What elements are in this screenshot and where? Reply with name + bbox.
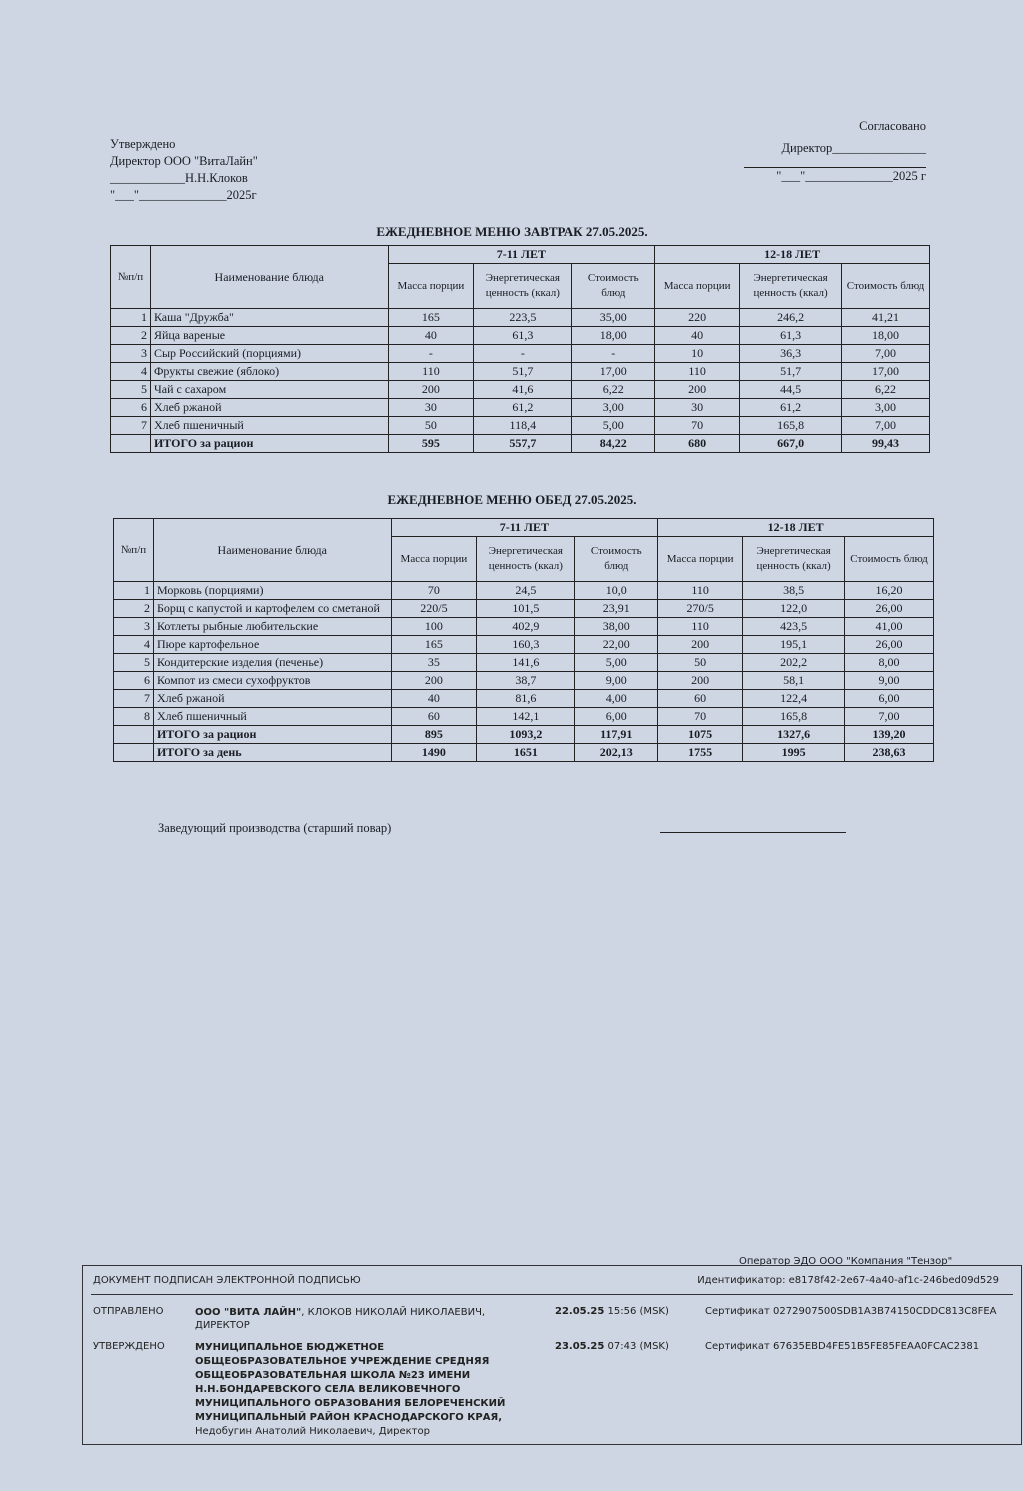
approved-date: 23.05.25 bbox=[555, 1341, 605, 1352]
cost: 9,00 bbox=[845, 672, 934, 690]
energy: 24,5 bbox=[477, 582, 575, 600]
mass: 595 bbox=[388, 435, 474, 453]
mass: 200 bbox=[658, 672, 743, 690]
mass: 70 bbox=[658, 708, 743, 726]
col-dish-name: Наименование блюда bbox=[150, 246, 388, 309]
mass: 200 bbox=[655, 381, 740, 399]
row-number: 6 bbox=[111, 399, 151, 417]
table-row bbox=[114, 672, 934, 690]
row-number: 7 bbox=[111, 417, 151, 435]
mass: 110 bbox=[658, 582, 743, 600]
mass: - bbox=[388, 345, 474, 363]
energy: 667,0 bbox=[740, 435, 842, 453]
energy: 81,6 bbox=[477, 690, 575, 708]
cost: 22,00 bbox=[575, 636, 658, 654]
sent-org: ООО "ВИТА ЛАЙН" bbox=[195, 1307, 302, 1318]
lunch-table bbox=[113, 518, 934, 762]
energy: 51,7 bbox=[474, 363, 572, 381]
sent-person: , КЛОКОВ НИКОЛАЙ НИКОЛАЕВИЧ, ДИРЕКТОР bbox=[195, 1307, 486, 1331]
col-energy: Энергетическая ценность (ккал) bbox=[474, 264, 572, 309]
age-group-7-11: 7-11 ЛЕТ bbox=[391, 519, 658, 537]
header-row bbox=[114, 519, 934, 537]
header-row bbox=[111, 246, 930, 264]
energy: 246,2 bbox=[740, 309, 842, 327]
table-row bbox=[111, 381, 930, 399]
table-row bbox=[111, 399, 930, 417]
mass: 680 bbox=[655, 435, 740, 453]
row-number: 5 bbox=[111, 381, 151, 399]
energy: - bbox=[474, 345, 572, 363]
row-number: 6 bbox=[114, 672, 154, 690]
dish-name: Борщ с капустой и картофелем со сметаной bbox=[153, 600, 391, 618]
mass: 270/5 bbox=[658, 600, 743, 618]
table-row bbox=[114, 582, 934, 600]
dish-name: Хлеб ржаной bbox=[153, 690, 391, 708]
row-number: 2 bbox=[111, 327, 151, 345]
row-number: 1 bbox=[114, 582, 154, 600]
energy: 1327,6 bbox=[743, 726, 845, 744]
cost: 23,91 bbox=[575, 600, 658, 618]
energy: 61,2 bbox=[474, 399, 572, 417]
cost: 5,00 bbox=[572, 417, 655, 435]
cost: 38,00 bbox=[575, 618, 658, 636]
cost: 6,22 bbox=[572, 381, 655, 399]
mass: 200 bbox=[658, 636, 743, 654]
approver-title: Директор ООО "ВитаЛайн" bbox=[110, 154, 258, 168]
document-identifier: Идентификатор: e8178f42-2e67-4a40-af1c-246bed09d529 bbox=[697, 1275, 999, 1286]
dish-name: ИТОГО за рацион bbox=[153, 726, 391, 744]
energy: 58,1 bbox=[743, 672, 845, 690]
dish-name: Хлеб ржаной bbox=[150, 399, 388, 417]
cost: 6,00 bbox=[845, 690, 934, 708]
sent-certificate: Сертификат 0272907500SDB1A3B74150CDDC813C8FEA bbox=[705, 1306, 997, 1317]
approved-label: Утверждено bbox=[110, 137, 176, 151]
age-group-7-11: 7-11 ЛЕТ bbox=[388, 246, 655, 264]
table-row bbox=[114, 636, 934, 654]
cost: 8,00 bbox=[845, 654, 934, 672]
dish-name: Каша "Дружба" bbox=[150, 309, 388, 327]
mass: 40 bbox=[388, 327, 474, 345]
sent-label: ОТПРАВЛЕНО bbox=[93, 1306, 164, 1317]
agreement-block bbox=[744, 118, 926, 185]
cost: 139,20 bbox=[845, 726, 934, 744]
approved-certificate: Сертификат 67635EBD4FE51B5FE85FEAA0FCAC2381 bbox=[705, 1341, 980, 1352]
cost: 18,00 bbox=[572, 327, 655, 345]
row-number: 4 bbox=[114, 636, 154, 654]
mass: 50 bbox=[658, 654, 743, 672]
cost: 84,22 bbox=[572, 435, 655, 453]
dish-name: Кондитерские изделия (печенье) bbox=[153, 654, 391, 672]
cost: 7,00 bbox=[845, 708, 934, 726]
row-number: 8 bbox=[114, 708, 154, 726]
row-number: 2 bbox=[114, 600, 154, 618]
row-number bbox=[111, 435, 151, 453]
table-row bbox=[114, 618, 934, 636]
energy: 223,5 bbox=[474, 309, 572, 327]
cost: 202,13 bbox=[575, 744, 658, 762]
dish-name: Хлеб пшеничный bbox=[153, 708, 391, 726]
cost: 238,63 bbox=[845, 744, 934, 762]
mass: 50 bbox=[388, 417, 474, 435]
cost: 41,21 bbox=[842, 309, 930, 327]
cost: 3,00 bbox=[842, 399, 930, 417]
energy: 61,3 bbox=[740, 327, 842, 345]
table-row bbox=[111, 309, 930, 327]
cost: 7,00 bbox=[842, 345, 930, 363]
mass: 40 bbox=[391, 690, 477, 708]
sent-date: 22.05.25 bbox=[555, 1306, 605, 1317]
energy: 51,7 bbox=[740, 363, 842, 381]
approved-time: 07:43 (MSK) bbox=[604, 1341, 669, 1352]
dish-name: Хлеб пшеничный bbox=[150, 417, 388, 435]
row-number: 3 bbox=[111, 345, 151, 363]
row-number bbox=[114, 744, 154, 762]
dish-name: Сыр Российский (порциями) bbox=[150, 345, 388, 363]
total-row bbox=[114, 726, 934, 744]
agreement-date: "___"______________2025 г bbox=[776, 169, 926, 183]
col-mass: Масса порции bbox=[391, 537, 477, 582]
mass: 70 bbox=[655, 417, 740, 435]
energy: 1995 bbox=[743, 744, 845, 762]
age-group-12-18: 12-18 ЛЕТ bbox=[655, 246, 930, 264]
mass: 110 bbox=[388, 363, 474, 381]
energy: 118,4 bbox=[474, 417, 572, 435]
approved-stamp-label: УТВЕРЖДЕНО bbox=[93, 1341, 165, 1352]
cost: - bbox=[572, 345, 655, 363]
sent-time: 15:56 (MSK) bbox=[604, 1306, 669, 1317]
dish-name: ИТОГО за рацион bbox=[150, 435, 388, 453]
mass: 60 bbox=[391, 708, 477, 726]
chef-signature-line bbox=[660, 832, 846, 833]
table-row bbox=[111, 363, 930, 381]
mass: 110 bbox=[658, 618, 743, 636]
mass: 70 bbox=[391, 582, 477, 600]
col-mass: Масса порции bbox=[655, 264, 740, 309]
col-dish-name: Наименование блюда bbox=[153, 519, 391, 582]
mass: 35 bbox=[391, 654, 477, 672]
e-signature-stamp bbox=[82, 1265, 1022, 1445]
edo-operator: Оператор ЭДО ООО "Компания "Тензор" bbox=[735, 1256, 956, 1267]
mass: 895 bbox=[391, 726, 477, 744]
table-row bbox=[111, 417, 930, 435]
cost: 26,00 bbox=[845, 636, 934, 654]
mass: 60 bbox=[658, 690, 743, 708]
energy: 61,2 bbox=[740, 399, 842, 417]
row-number bbox=[114, 726, 154, 744]
total-row bbox=[114, 744, 934, 762]
energy: 195,1 bbox=[743, 636, 845, 654]
cost: 17,00 bbox=[842, 363, 930, 381]
row-number: 1 bbox=[111, 309, 151, 327]
cost: 4,00 bbox=[575, 690, 658, 708]
row-number: 4 bbox=[111, 363, 151, 381]
cost: 26,00 bbox=[845, 600, 934, 618]
director-line: Директор_______________ bbox=[781, 141, 926, 155]
energy: 44,5 bbox=[740, 381, 842, 399]
energy: 165,8 bbox=[740, 417, 842, 435]
energy: 1651 bbox=[477, 744, 575, 762]
mass: 100 bbox=[391, 618, 477, 636]
total-row bbox=[111, 435, 930, 453]
table-row bbox=[114, 690, 934, 708]
row-number: 3 bbox=[114, 618, 154, 636]
approval-block bbox=[110, 136, 258, 204]
mass: 1075 bbox=[658, 726, 743, 744]
cost: 9,00 bbox=[575, 672, 658, 690]
mass: 200 bbox=[391, 672, 477, 690]
dish-name: Пюре картофельное bbox=[153, 636, 391, 654]
energy: 557,7 bbox=[474, 435, 572, 453]
energy: 122,0 bbox=[743, 600, 845, 618]
energy: 141,6 bbox=[477, 654, 575, 672]
col-cost: Стоимость блюд bbox=[572, 264, 655, 309]
cost: 41,00 bbox=[845, 618, 934, 636]
energy: 202,2 bbox=[743, 654, 845, 672]
dish-name: ИТОГО за день bbox=[153, 744, 391, 762]
mass: 1490 bbox=[391, 744, 477, 762]
mass: 30 bbox=[388, 399, 474, 417]
table-row bbox=[114, 708, 934, 726]
approval-date: "___"______________2025г bbox=[110, 188, 257, 202]
mass: 30 bbox=[655, 399, 740, 417]
row-number: 5 bbox=[114, 654, 154, 672]
cost: 99,43 bbox=[842, 435, 930, 453]
col-number: №п/п bbox=[111, 246, 151, 309]
cost: 3,00 bbox=[572, 399, 655, 417]
energy: 41,6 bbox=[474, 381, 572, 399]
mass: 1755 bbox=[658, 744, 743, 762]
approved-person: Недобугин Анатолий Николаевич, Директор bbox=[195, 1426, 430, 1437]
mass: 40 bbox=[655, 327, 740, 345]
chef-signature-label: Заведующий производства (старший повар) bbox=[158, 821, 392, 835]
col-cost: Стоимость блюд bbox=[845, 537, 934, 582]
dish-name: Морковь (порциями) bbox=[153, 582, 391, 600]
col-cost: Стоимость блюд bbox=[842, 264, 930, 309]
energy: 36,3 bbox=[740, 345, 842, 363]
approver-name: ____________Н.Н.Клоков bbox=[110, 171, 248, 185]
energy: 38,7 bbox=[477, 672, 575, 690]
signature-heading: ДОКУМЕНТ ПОДПИСАН ЭЛЕКТРОННОЙ ПОДПИСЬЮ bbox=[93, 1275, 361, 1286]
mass: 220 bbox=[655, 309, 740, 327]
lunch-title: ЕЖЕДНЕВНОЕ МЕНЮ ОБЕД 27.05.2025. bbox=[387, 492, 637, 507]
cost: 5,00 bbox=[575, 654, 658, 672]
cost: 18,00 bbox=[842, 327, 930, 345]
cost: 6,00 bbox=[575, 708, 658, 726]
energy: 160,3 bbox=[477, 636, 575, 654]
energy: 142,1 bbox=[477, 708, 575, 726]
dish-name: Яйца вареные bbox=[150, 327, 388, 345]
energy: 423,5 bbox=[743, 618, 845, 636]
energy: 122,4 bbox=[743, 690, 845, 708]
cost: 117,91 bbox=[575, 726, 658, 744]
mass: 220/5 bbox=[391, 600, 477, 618]
cost: 6,22 bbox=[842, 381, 930, 399]
energy: 1093,2 bbox=[477, 726, 575, 744]
cost: 17,00 bbox=[572, 363, 655, 381]
table-row bbox=[114, 600, 934, 618]
table-row bbox=[114, 654, 934, 672]
mass: 10 bbox=[655, 345, 740, 363]
col-energy: Энергетическая ценность (ккал) bbox=[743, 537, 845, 582]
col-energy: Энергетическая ценность (ккал) bbox=[477, 537, 575, 582]
dish-name: Фрукты свежие (яблоко) bbox=[150, 363, 388, 381]
cost: 16,20 bbox=[845, 582, 934, 600]
col-mass: Масса порции bbox=[388, 264, 474, 309]
table-row bbox=[111, 327, 930, 345]
cost: 7,00 bbox=[842, 417, 930, 435]
mass: 165 bbox=[388, 309, 474, 327]
energy: 402,9 bbox=[477, 618, 575, 636]
energy: 165,8 bbox=[743, 708, 845, 726]
age-group-12-18: 12-18 ЛЕТ bbox=[658, 519, 934, 537]
dish-name: Компот из смеси сухофруктов bbox=[153, 672, 391, 690]
mass: 110 bbox=[655, 363, 740, 381]
table-row bbox=[111, 345, 930, 363]
mass: 200 bbox=[388, 381, 474, 399]
breakfast-title: ЕЖЕДНЕВНОЕ МЕНЮ ЗАВТРАК 27.05.2025. bbox=[376, 224, 648, 239]
col-mass: Масса порции bbox=[658, 537, 743, 582]
col-cost: Стоимость блюд bbox=[575, 537, 658, 582]
col-number: №п/п bbox=[114, 519, 154, 582]
dish-name: Чай с сахаром bbox=[150, 381, 388, 399]
dish-name: Котлеты рыбные любительские bbox=[153, 618, 391, 636]
agreed-label: Согласовано bbox=[859, 119, 926, 133]
energy: 38,5 bbox=[743, 582, 845, 600]
mass: 165 bbox=[391, 636, 477, 654]
cost: 35,00 bbox=[572, 309, 655, 327]
breakfast-table bbox=[110, 245, 930, 453]
energy: 61,3 bbox=[474, 327, 572, 345]
row-number: 7 bbox=[114, 690, 154, 708]
cost: 10,0 bbox=[575, 582, 658, 600]
energy: 101,5 bbox=[477, 600, 575, 618]
col-energy: Энергетическая ценность (ккал) bbox=[740, 264, 842, 309]
approved-org: МУНИЦИПАЛЬНОЕ БЮДЖЕТНОЕ ОБЩЕОБРАЗОВАТЕЛЬНОЕ УЧРЕЖДЕНИЕ СРЕДНЯЯ ОБЩЕОБРАЗОВАТЕЛЬНАЯ ШКОЛА №23 ИМЕНИ Н.Н.БОНДАРЕВСКОГО СЕЛА ВЕЛИКОВЕЧНОГО МУНИЦИПАЛЬНОГО ОБРАЗОВАНИЯ БЕЛОРЕЧЕНСКИЙ МУНИЦИПАЛЬНЫЙ РАЙОН КРАСНОДАРСКОГО КРАЯ, bbox=[195, 1342, 506, 1423]
